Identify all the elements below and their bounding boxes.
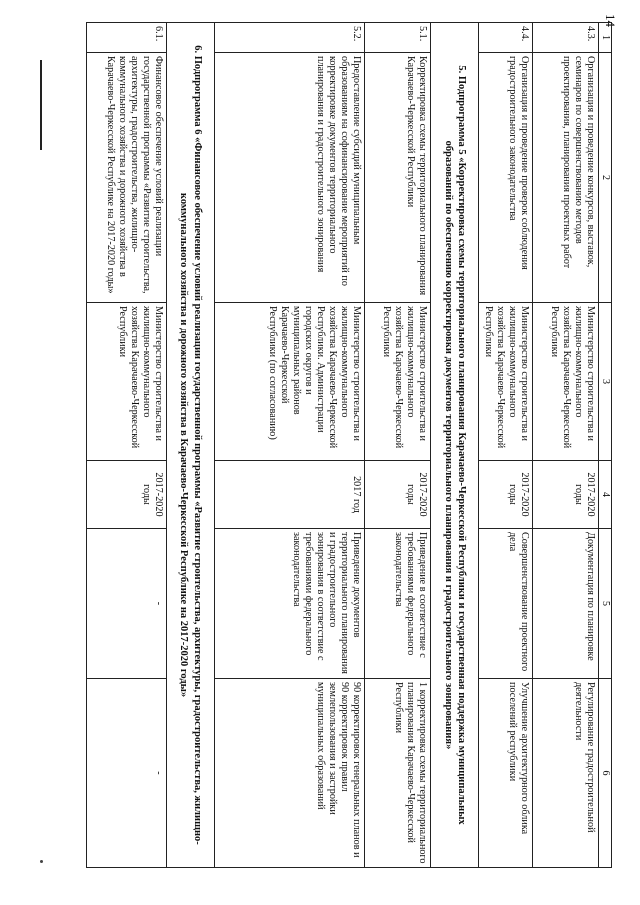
section-heading-row: [430, 23, 478, 868]
table-row: [86, 23, 166, 868]
measure-name: Организация и проведение проверок соблюдения градостроительного законодательства: [479, 53, 533, 303]
col-header: 5: [599, 529, 612, 679]
executor: Министерство строительства и жилищно-коммунального хозяйства Карачаево-Черкесской Республики: [364, 303, 430, 461]
program-measures-table: [86, 22, 612, 868]
measure-name: Финансовое обеспечение условий реализации государственной программы «Развитие строительства, архитектуры, градостроительства, жилищно-коммунального хозяйства и дорожного хозяйства в Карачаево-Черкесской Республике на 2017-2020 годы»: [86, 53, 166, 303]
row-number: 6.1.: [86, 23, 166, 53]
executor: Министерство строительства и жилищно-коммунального хозяйства Карачаево-Черкесской Республики: [86, 303, 166, 461]
table-row: [364, 23, 430, 868]
period: 2017-2020 годы: [479, 461, 533, 529]
rotated-document-page: [34, 22, 612, 867]
measure-name: Организация и проведение конкурсов, выставок, семинаров по совершенствованию методов проектирования, планирования проектных работ: [533, 53, 599, 303]
table-row: [214, 23, 364, 868]
executor: Министерство строительства и жилищно-коммунального хозяйства Карачаево-Черкесской Республики: [479, 303, 533, 461]
col-header: 2: [599, 53, 612, 303]
row-number: 4.3.: [533, 23, 599, 53]
table-row: [533, 23, 599, 868]
executor: Министерство строительства и жилищно-коммунального хозяйства Карачаево-Черкесской Республики: [533, 303, 599, 461]
period: 2017 год: [214, 461, 364, 529]
effect: Регулирование градостроительной деятельности: [533, 679, 599, 868]
expected-result: -: [86, 529, 166, 679]
period: 2017-2020 годы: [533, 461, 599, 529]
period: 2017-2020 годы: [364, 461, 430, 529]
executor: Министерство строительства и жилищно-коммунального хозяйства Карачаево-Черкесской Республики. Администрации городских округов и муниципальных районов Карачаево-Черкесской Республики (по согласованию): [214, 303, 364, 461]
col-header: 1: [599, 23, 612, 53]
col-header: 3: [599, 303, 612, 461]
page-number: 14: [603, 14, 618, 27]
effect: 90 корректировок генеральных планов и 90 корректировок правил землепользования и застройки муниципальных образований: [214, 679, 364, 868]
period: 2017-2020 годы: [86, 461, 166, 529]
effect: Улучшение архитектурного облика поселений республики: [479, 679, 533, 868]
section-heading-row: [166, 23, 214, 868]
expected-result: Документация по планировке: [533, 529, 599, 679]
expected-result: Совершенствование проектного дела: [479, 529, 533, 679]
row-number: 5.2.: [214, 23, 364, 53]
section-6-heading: 6. Подпрограмма 6 «Финансовое обеспечение условий реализации государственной программы «Развитие строительства, архитектуры, градостроительства, жилищно-коммунального хозяйства и дорожного хозяйства в Карачаево-Черкесской Республике на 2017-2020 годы»: [166, 23, 214, 868]
row-number: 4.4.: [479, 23, 533, 53]
expected-result: Приведение в соответствие с требованиями федерального законодательства: [364, 529, 430, 679]
measure-name: Предоставление субсидий муниципальным образованиям на софинансирование мероприятий по корректировке документов территориального планирования и градостроительного зонирования: [214, 53, 364, 303]
expected-result: Приведение документов территориального планирования и градостроительного зонирования в соответствие с требованиями федерального законодательства: [214, 529, 364, 679]
table-row: [479, 23, 533, 868]
col-header: 6: [599, 679, 612, 868]
section-5-heading: 5. Подпрограмма 5 «Корректировка схемы территориального планирования Карачаево-Черкесской Республики и государственная поддержка муниципальных образований по обеспечению корректировки документов территориального планирования и градостроительного зонирования»: [430, 23, 478, 868]
header-row: [599, 23, 612, 868]
row-number: 5.1.: [364, 23, 430, 53]
measure-name: Корректировка схемы территориального планирования Карачаево-Черкесской Республики: [364, 53, 430, 303]
effect: 1 корректировка схемы территориального планирования Карачаево-Черкесской Республики: [364, 679, 430, 868]
col-header: 4: [599, 461, 612, 529]
effect: -: [86, 679, 166, 868]
